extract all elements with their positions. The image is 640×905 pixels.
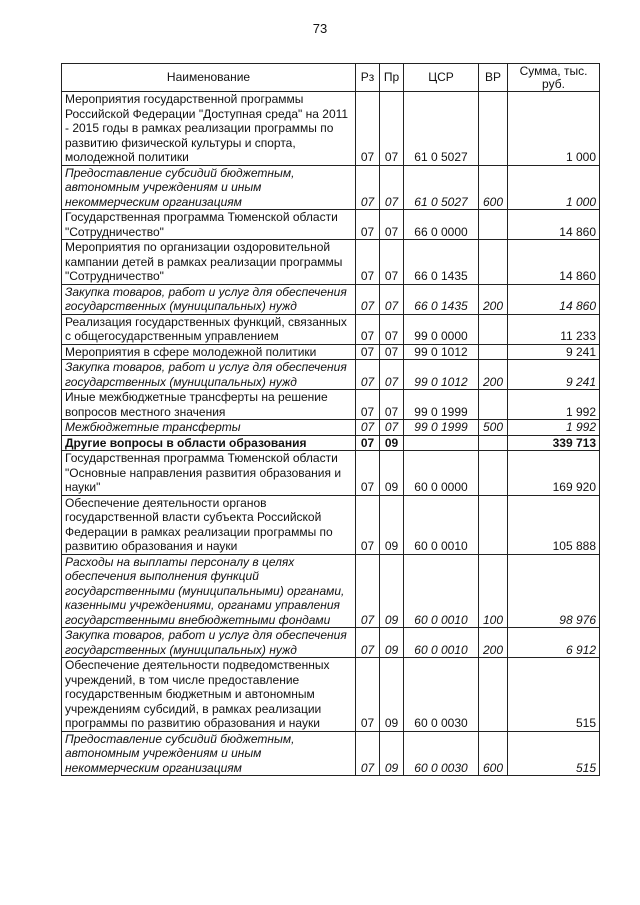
table-row: [62, 420, 600, 436]
cell-rz: 07: [356, 390, 380, 420]
cell-vr: [479, 210, 508, 240]
cell-sum: 1 000: [508, 92, 600, 166]
cell-vr: 500: [479, 420, 508, 436]
table-row: [62, 435, 600, 451]
cell-rz: 07: [356, 435, 380, 451]
cell-vr: 200: [479, 360, 508, 390]
cell-vr: [479, 495, 508, 554]
cell-rz: 07: [356, 360, 380, 390]
cell-csr: 66 0 0000: [404, 210, 479, 240]
cell-csr: [404, 435, 479, 451]
cell-sum: 11 233: [508, 314, 600, 344]
cell-csr: 61 0 5027: [404, 92, 479, 166]
cell-csr: 99 0 1012: [404, 360, 479, 390]
cell-vr: [479, 658, 508, 732]
table-row: [62, 451, 600, 496]
cell-sum: 1 992: [508, 420, 600, 436]
cell-pr: 07: [380, 210, 404, 240]
cell-rz: 07: [356, 451, 380, 496]
cell-csr: 60 0 0010: [404, 495, 479, 554]
cell-vr: [479, 240, 508, 285]
cell-rz: 07: [356, 420, 380, 436]
table-header-row: [62, 64, 600, 92]
cell-rz: 07: [356, 240, 380, 285]
cell-csr: 99 0 0000: [404, 314, 479, 344]
cell-pr: 07: [380, 360, 404, 390]
cell-pr: 07: [380, 420, 404, 436]
cell-csr: 66 0 1435: [404, 284, 479, 314]
table-row: [62, 284, 600, 314]
cell-csr: 61 0 5027: [404, 165, 479, 210]
cell-vr: [479, 314, 508, 344]
cell-pr: 07: [380, 240, 404, 285]
table-body: [62, 92, 600, 776]
header-csr: ЦСР: [404, 64, 479, 92]
table-row: [62, 314, 600, 344]
cell-vr: [479, 435, 508, 451]
cell-name: Закупка товаров, работ и услуг для обеспечения государственных (муниципальных) нужд: [62, 284, 356, 314]
cell-sum: 105 888: [508, 495, 600, 554]
cell-sum: 9 241: [508, 360, 600, 390]
cell-pr: 09: [380, 658, 404, 732]
table-row: [62, 344, 600, 360]
table-row: [62, 658, 600, 732]
cell-name: Мероприятия по организации оздоровительной кампании детей в рамках реализации программы "Сотрудничество": [62, 240, 356, 285]
cell-vr: 200: [479, 628, 508, 658]
cell-vr: [479, 451, 508, 496]
cell-csr: 60 0 0010: [404, 554, 479, 628]
cell-sum: 14 860: [508, 210, 600, 240]
cell-csr: 66 0 1435: [404, 240, 479, 285]
table-row: [62, 360, 600, 390]
table-row: [62, 210, 600, 240]
cell-name: Иные межбюджетные трансферты на решение вопросов местного значения: [62, 390, 356, 420]
table-row: [62, 731, 600, 776]
cell-sum: 9 241: [508, 344, 600, 360]
cell-rz: 07: [356, 92, 380, 166]
cell-sum: 515: [508, 731, 600, 776]
header-sum: Сумма, тыс. руб.: [508, 64, 600, 92]
cell-rz: 07: [356, 344, 380, 360]
cell-sum: 98 976: [508, 554, 600, 628]
cell-vr: 100: [479, 554, 508, 628]
cell-pr: 07: [380, 92, 404, 166]
cell-pr: 07: [380, 284, 404, 314]
cell-rz: 07: [356, 628, 380, 658]
cell-csr: 99 0 1999: [404, 420, 479, 436]
cell-vr: [479, 344, 508, 360]
cell-pr: 09: [380, 628, 404, 658]
cell-vr: [479, 390, 508, 420]
cell-name: Государственная программа Тюменской области "Сотрудничество": [62, 210, 356, 240]
cell-sum: 1 992: [508, 390, 600, 420]
cell-pr: 07: [380, 165, 404, 210]
cell-rz: 07: [356, 284, 380, 314]
cell-name: Государственная программа Тюменской области "Основные направления развития образования и науки": [62, 451, 356, 496]
budget-table: [61, 63, 600, 776]
cell-pr: 07: [380, 390, 404, 420]
cell-sum: 169 920: [508, 451, 600, 496]
cell-rz: 07: [356, 165, 380, 210]
cell-sum: 1 000: [508, 165, 600, 210]
cell-vr: 600: [479, 165, 508, 210]
cell-name: Закупка товаров, работ и услуг для обеспечения государственных (муниципальных) нужд: [62, 360, 356, 390]
cell-name: Предоставление субсидий бюджетным, автономным учреждениям и иным некоммерческим организациям: [62, 165, 356, 210]
cell-vr: [479, 92, 508, 166]
cell-rz: 07: [356, 314, 380, 344]
cell-name: Расходы на выплаты персоналу в целях обеспечения выполнения функций государственными (муниципальными) органами, казенными учреждениями, органами управления государственными внебюджетными фондами: [62, 554, 356, 628]
header-vr: ВР: [479, 64, 508, 92]
cell-pr: 09: [380, 435, 404, 451]
cell-name: Другие вопросы в области образования: [62, 435, 356, 451]
cell-pr: 09: [380, 731, 404, 776]
cell-csr: 60 0 0030: [404, 731, 479, 776]
table-row: [62, 165, 600, 210]
cell-sum: 14 860: [508, 284, 600, 314]
cell-vr: 600: [479, 731, 508, 776]
cell-name: Реализация государственных функций, связанных с общегосударственным управлением: [62, 314, 356, 344]
cell-csr: 60 0 0010: [404, 628, 479, 658]
cell-name: Обеспечение деятельности подведомственных учреждений, в том числе предоставление государственным бюджетным и автономным учреждениям субсидий, в рамках реализации программы по развитию образования и науки: [62, 658, 356, 732]
cell-pr: 09: [380, 495, 404, 554]
cell-pr: 09: [380, 554, 404, 628]
cell-rz: 07: [356, 210, 380, 240]
table-row: [62, 495, 600, 554]
cell-sum: 14 860: [508, 240, 600, 285]
cell-rz: 07: [356, 731, 380, 776]
cell-sum: 515: [508, 658, 600, 732]
table-row: [62, 554, 600, 628]
header-rz: Рз: [356, 64, 380, 92]
cell-csr: 60 0 0030: [404, 658, 479, 732]
cell-name: Мероприятия государственной программы Российской Федерации "Доступная среда" на 2011 - 2015 годы в рамках реализации программы по развитию физической культуры и спорта, молодежной политики: [62, 92, 356, 166]
table-row: [62, 240, 600, 285]
cell-pr: 07: [380, 344, 404, 360]
cell-csr: 99 0 1012: [404, 344, 479, 360]
cell-name: Мероприятия в сфере молодежной политики: [62, 344, 356, 360]
cell-pr: 09: [380, 451, 404, 496]
cell-name: Закупка товаров, работ и услуг для обеспечения государственных (муниципальных) нужд: [62, 628, 356, 658]
cell-sum: 6 912: [508, 628, 600, 658]
table-row: [62, 390, 600, 420]
cell-rz: 07: [356, 554, 380, 628]
cell-pr: 07: [380, 314, 404, 344]
cell-vr: 200: [479, 284, 508, 314]
cell-sum: 339 713: [508, 435, 600, 451]
page-number: 73: [312, 21, 328, 36]
cell-csr: 60 0 0000: [404, 451, 479, 496]
cell-name: Межбюджетные трансферты: [62, 420, 356, 436]
cell-rz: 07: [356, 658, 380, 732]
table-row: [62, 628, 600, 658]
header-name: Наименование: [62, 64, 356, 92]
header-pr: Пр: [380, 64, 404, 92]
cell-name: Предоставление субсидий бюджетным, автономным учреждениям и иным некоммерческим организациям: [62, 731, 356, 776]
cell-rz: 07: [356, 495, 380, 554]
cell-name: Обеспечение деятельности органов государственной власти субъекта Российской Федерации в рамках реализации программы по развитию образования и науки: [62, 495, 356, 554]
cell-csr: 99 0 1999: [404, 390, 479, 420]
table-row: [62, 92, 600, 166]
